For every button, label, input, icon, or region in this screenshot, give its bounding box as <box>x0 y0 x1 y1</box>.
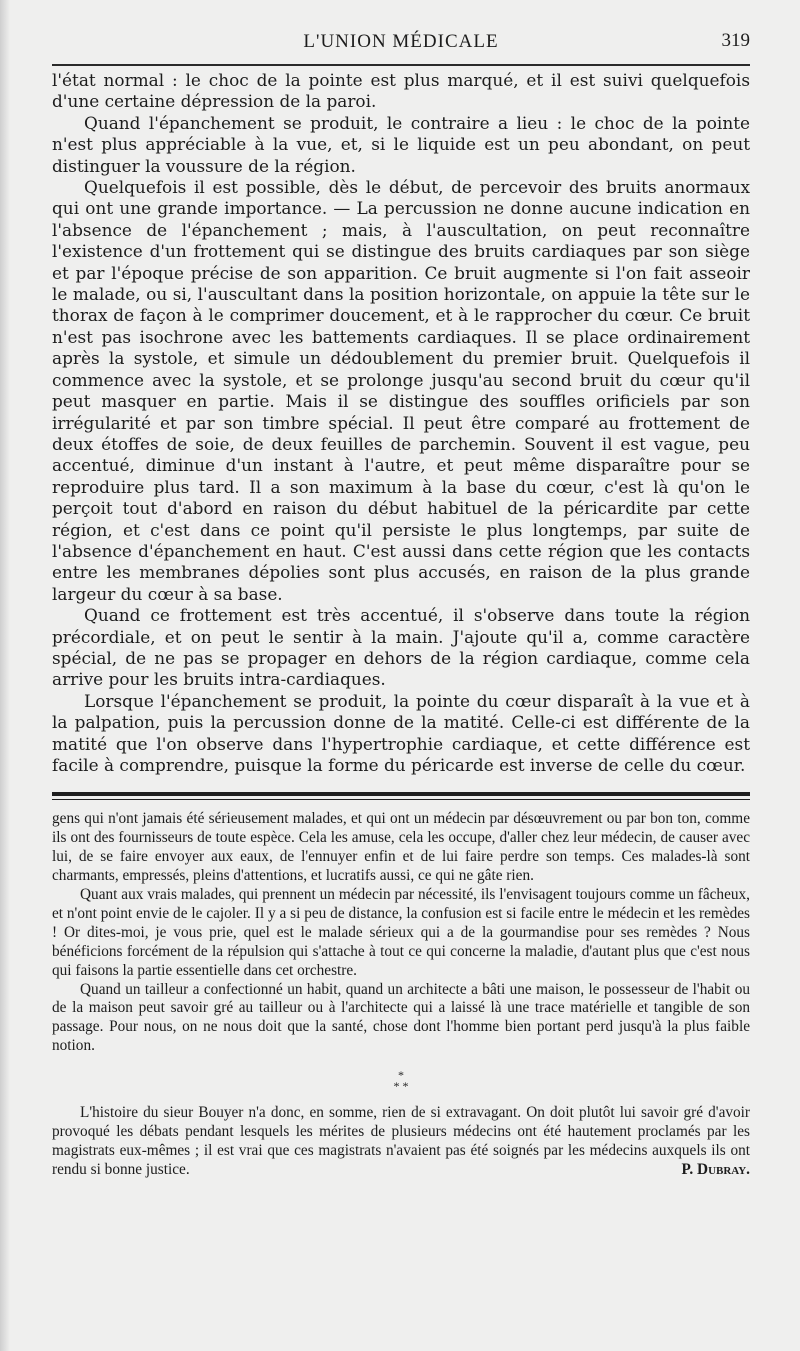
asterism-top: * <box>398 1068 404 1083</box>
feuilleton-paragraph: Quant aux vrais malades, qui prennent un médecin par nécessité, ils l'envisagent toujours comme un fâcheux, et n'ont point envie de le cajoler. Il y a si peu de distance, la confusion est si facile entre le médecin et les remèdes ! Or dites-moi, je vous prie, quel est le malade sérieux qui a de la gourmandise pour ses remèdes ? Nous bénéficions forcément de la répulsion qui s'attache à tout ce qui concerne la maladie, d'autant plus que c'est nous qui faisons la partie essentielle dans cet orchestre. <box>52 886 750 979</box>
running-header <box>52 24 750 60</box>
feuilleton-paragraph <box>52 1104 750 1180</box>
closing-paragraph-text: L'histoire du sieur Bouyer n'a donc, en somme, rien de si extravagant. On doit plutôt lui savoir gré d'avoir provoqué les débats pendant lesquels les mérites de plusieurs médecins ont été hautement proclamés par les magistrats eux-mêmes ; il est vrai que ces magistrats n'avaient pas été soignés par les médecins auxquels ils ont rendu si bonne justice. <box>52 1104 750 1178</box>
article-paragraph: Quelquefois il est possible, dès le début, de percevoir des bruits anormaux qui ont une grande importance. — La percussion ne donne aucune indication en l'absence de l'épanchement ; mais, à l'auscultation, on peut reconnaître l'existence d'un frottement qui se distingue des bruits cardiaques par son siège et par l'époque précise de son apparition. Ce bruit augmente si l'on fait asseoir le malade, ou si, l'auscultant dans la position horizontale, on appuie la tête sur le thorax de façon à le comprimer doucement, et à le rapprocher du cœur. Ce bruit n'est pas isochrone avec les battements cardiaques. Il se place ordinairement après la systole, et simule un dédoublement du premier bruit. Quelquefois il commence avec la systole, et se prolonge jusqu'au second bruit du cœur qu'il peut masquer en partie. Mais il se distingue des souffles orificiels par son irrégularité et par son timbre spécial. Il peut être comparé au frottement de deux étoffes de soie, de deux feuilles de parchemin. Souvent il est vague, peu accentué, diminue d'un instant à l'autre, et peut même disparaître pour se reproduire plus tard. Il a son maximum à la base du cœur, c'est là qu'on le perçoit tout d'abord en raison du début habituel de la péricardite par cette région, et c'est dans ce point qu'il persiste le plus longtemps, par suite de l'absence d'épanchement en haut. C'est aussi dans cette région que les contacts entre les membranes dépolies sont plus accusés, en raison de la plus grande largeur du cœur à sa base. <box>52 177 750 604</box>
author-signature: P. Dubray. <box>681 1160 750 1178</box>
main-article <box>52 70 750 776</box>
article-paragraph: Lorsque l'épanchement se produit, la pointe du cœur disparaît à la vue et à la palpation, puis la percussion donne de la matité. Celle-ci est différente de la matité que l'on observe dans l'hypertrophie cardiaque, et cette différence est facile à comprendre, puisque la forme du péricarde est inverse de celle du cœur. <box>52 690 750 775</box>
asterism-separator <box>52 1070 750 1092</box>
journal-title: L'UNION MÉDICALE <box>303 31 499 52</box>
feuilleton-divider <box>52 792 750 800</box>
feuilleton-section <box>52 810 750 1179</box>
feuilleton-paragraph: Quand un tailleur a confectionné un habit, quand un architecte a bâti une maison, le possesseur de l'habit ou de la maison peut savoir gré au tailleur ou à l'architecte qui a laissé là une trace matérielle et tangible de son passage. Pour nous, on ne nous doit que la santé, chose dont l'homme bien portant perd jusqu'à la plus faible notion. <box>52 980 750 1055</box>
asterism-bottom: * * <box>393 1079 409 1094</box>
article-paragraph: Quand ce frottement est très accentué, il s'observe dans toute la région précordiale, et on peut le sentir à la main. J'ajoute qu'il a, comme caractère spécial, de ne pas se propager en dehors de la région cardiaque, comme cela arrive pour les bruits intra-cardiaques. <box>52 605 750 690</box>
page-number: 319 <box>721 30 750 51</box>
header-rule <box>52 64 750 66</box>
article-paragraph: Quand l'épanchement se produit, le contraire a lieu : le choc de la pointe n'est plus appréciable à la vue, et, si le liquide est un peu abondant, on peut distinguer la voussure de la région. <box>52 112 750 176</box>
article-paragraph: l'état normal : le choc de la pointe est plus marqué, et il est suivi quelquefois d'une certaine dépression de la paroi. <box>52 70 750 112</box>
feuilleton-paragraph: gens qui n'ont jamais été sérieusement malades, et qui ont un médecin par désœuvrement ou par bon ton, comme ils ont des fournisseurs de toute espèce. Cela les amuse, cela les occupe, d'aller chez leur médecin, de causer avec lui, de se faire envoyer aux eaux, de l'ennuyer enfin et de lui faire perdre son temps. Ces malades-là sont charmants, empressés, pleins d'attentions, et lucratifs aussi, ce qui ne gâte rien. <box>52 810 750 885</box>
